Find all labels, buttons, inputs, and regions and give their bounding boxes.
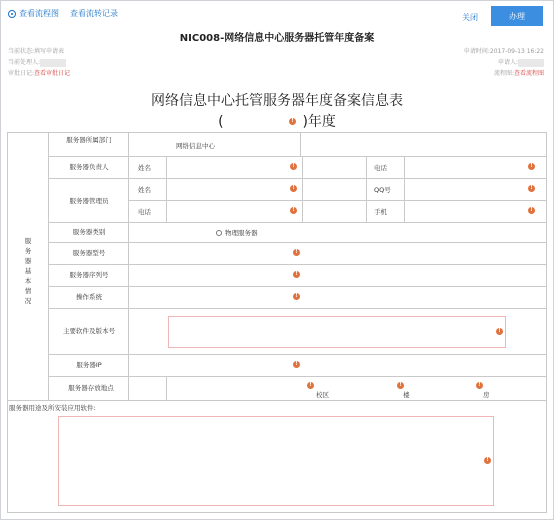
- grid-line: [546, 132, 547, 512]
- grid-line: [7, 512, 547, 513]
- ip-input[interactable]: [170, 358, 300, 372]
- dept-value: 网络信息中心: [176, 142, 215, 150]
- grid-line: [48, 264, 546, 265]
- approval-log-link[interactable]: 查看审批日记: [34, 70, 71, 77]
- view-history-label: 查看流转记录: [70, 9, 118, 18]
- model-label: 服务器型号: [72, 249, 106, 257]
- room-input[interactable]: [414, 380, 484, 396]
- warning-icon: !: [293, 249, 300, 256]
- warning-icon: !: [293, 361, 300, 368]
- grid-line: [48, 286, 546, 287]
- grid-line: [48, 376, 546, 377]
- view-history-link[interactable]: [70, 8, 118, 19]
- manager-phone-label: 电话: [138, 208, 151, 216]
- warning-icon: !: [528, 163, 535, 170]
- owner-phone-label: 电话: [374, 164, 387, 172]
- grid-line: [48, 354, 546, 355]
- serial-input[interactable]: [170, 268, 300, 282]
- approval-prefix: 审批日记:: [8, 70, 35, 77]
- grid-line: [404, 156, 405, 222]
- warning-icon: !: [496, 328, 503, 335]
- grid-line: [300, 132, 301, 156]
- year-input[interactable]: [228, 115, 298, 129]
- owner-name-input[interactable]: [170, 160, 298, 174]
- software-label: 主要软件及版本号: [63, 327, 115, 335]
- campus-label: 校区: [316, 391, 329, 399]
- grid-line: [366, 156, 367, 222]
- owner-label: 服务器负责人: [69, 163, 109, 171]
- software-textarea[interactable]: [168, 316, 506, 348]
- warning-icon: !: [290, 207, 297, 214]
- type-radio[interactable]: [216, 228, 258, 237]
- purpose-textarea[interactable]: [58, 416, 494, 506]
- applicant-text: [498, 57, 544, 67]
- grid-line: [48, 242, 546, 243]
- warning-icon: !: [293, 271, 300, 278]
- manager-phone-input[interactable]: [170, 204, 298, 218]
- grid-line: [128, 200, 546, 201]
- warning-icon: !: [289, 118, 296, 125]
- view-flowchart-link[interactable]: [8, 8, 59, 19]
- grid-line: [302, 156, 303, 222]
- ip-label: 服务器IP: [76, 361, 102, 369]
- grid-line: [166, 376, 167, 400]
- basic-info-side-label: 服务器基本情况: [24, 237, 32, 305]
- manager-name-label: 姓名: [138, 186, 151, 194]
- close-link[interactable]: 关闭: [462, 13, 478, 22]
- warning-icon: !: [476, 382, 483, 389]
- grid-line: [7, 400, 547, 401]
- grid-line: [128, 132, 129, 400]
- grid-line: [48, 156, 546, 157]
- flowchart-icon: [8, 10, 16, 18]
- manager-name-input[interactable]: [170, 182, 298, 196]
- process-button[interactable]: 办理: [491, 6, 543, 26]
- manager-qq-label: QQ号: [374, 186, 391, 194]
- apply-time: 申请时间:2017-09-13 16:22: [463, 48, 544, 55]
- warning-icon: !: [528, 207, 535, 214]
- dept-label: 服务器所属部门: [66, 136, 112, 144]
- model-input[interactable]: [170, 246, 300, 260]
- building-label: 楼: [403, 391, 410, 399]
- handler-value: [40, 59, 66, 67]
- building-input[interactable]: [334, 380, 404, 396]
- manager-mobile-input[interactable]: [408, 204, 536, 218]
- warning-icon: !: [293, 293, 300, 300]
- warning-icon: !: [307, 382, 314, 389]
- location-label: 服务器存放地点: [68, 384, 114, 392]
- applicant-label: 申请人:: [497, 59, 518, 66]
- grid-line: [48, 308, 546, 309]
- warning-icon: !: [484, 457, 491, 464]
- handler-label: 当前处理人:: [8, 59, 41, 66]
- view-flowchart-label: 查看流程图: [19, 9, 59, 18]
- os-input[interactable]: [170, 290, 300, 304]
- year-open: (: [218, 114, 224, 130]
- handler-text: [8, 57, 66, 67]
- year-line: [0, 111, 554, 131]
- serial-label: 服务器序列号: [69, 271, 109, 279]
- warning-icon: !: [290, 185, 297, 192]
- room-label: 房: [483, 391, 490, 399]
- grid-line: [7, 132, 547, 133]
- grid-line: [7, 132, 8, 512]
- manager-label: 服务器管理员: [69, 197, 109, 205]
- grid-line: [166, 156, 167, 222]
- grid-line: [48, 222, 546, 223]
- status-text: 当前状态:填写申请表: [8, 48, 65, 55]
- flow-link[interactable]: 查看流程图: [513, 70, 544, 77]
- warning-icon: !: [290, 163, 297, 170]
- form-heading: 网络信息中心托管服务器年度备案信息表: [151, 93, 403, 109]
- radio-circle-icon[interactable]: [216, 230, 222, 236]
- approval-log: [8, 68, 70, 77]
- manager-qq-input[interactable]: [408, 182, 536, 196]
- owner-phone-input[interactable]: [408, 160, 536, 174]
- warning-icon: !: [528, 185, 535, 192]
- campus-input[interactable]: [170, 380, 318, 396]
- purpose-label: 服务器用途及所安装应用软件:: [9, 404, 96, 412]
- manager-mobile-label: 手机: [374, 208, 387, 216]
- flow-text: [494, 68, 544, 77]
- warning-icon: !: [397, 382, 404, 389]
- os-label: 操作系统: [76, 293, 102, 301]
- flow-prefix: 流程图:: [493, 70, 514, 77]
- type-option-label: 物理服务器: [225, 229, 258, 237]
- year-close: )年度: [302, 114, 336, 130]
- type-label: 服务器类别: [72, 228, 106, 236]
- owner-name-label: 姓名: [138, 164, 151, 172]
- page-title: NIC008-网络信息中心服务器托管年度备案: [179, 33, 375, 44]
- grid-line: [48, 178, 546, 179]
- applicant-value: [518, 59, 544, 67]
- grid-line: [48, 132, 49, 400]
